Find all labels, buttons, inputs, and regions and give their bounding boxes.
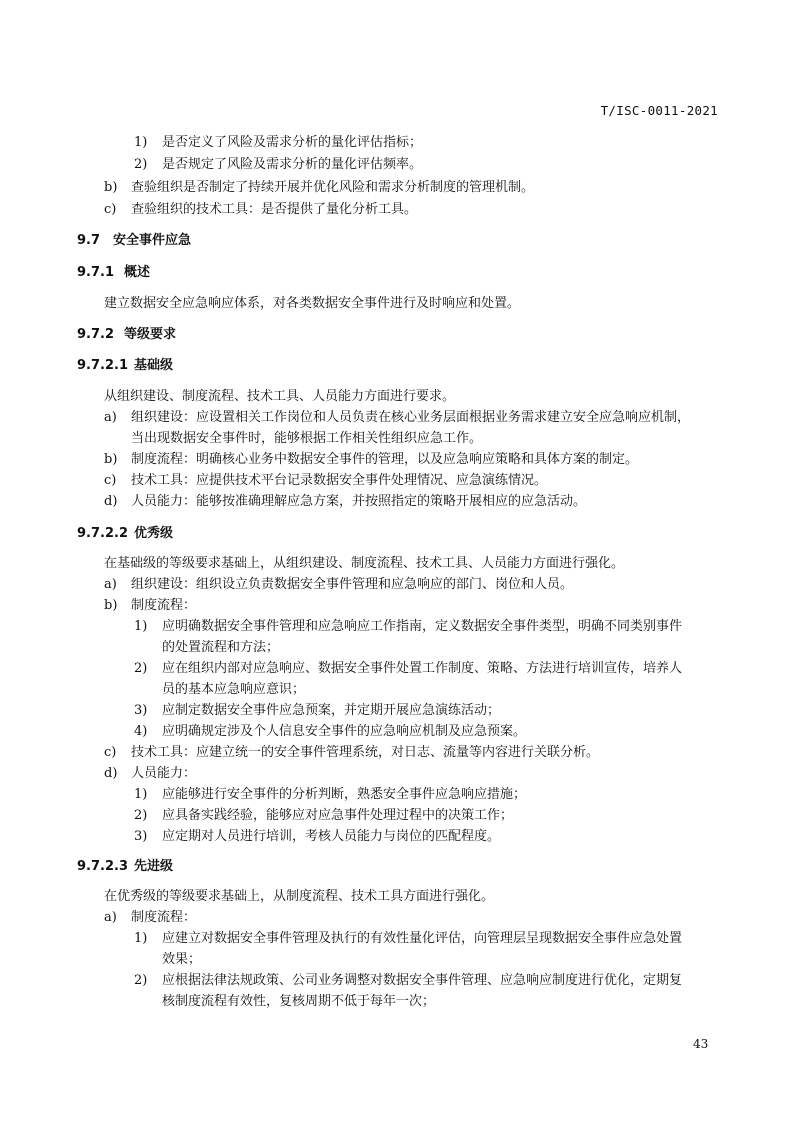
item-text: 当出现数据安全事件时，能够根据工作相关性组织应急工作。 [131,431,483,446]
item-marker: b) [104,452,118,467]
paragraph-text: 在基础级的等级要求基础上，从组织建设、制度流程、技术工具、人员能力方面进行强化。 [104,556,625,571]
item-text: 员的基本应急响应意识； [162,682,306,697]
item-marker: 1) [134,787,148,802]
section-number: 9.7.2.2 [77,526,128,541]
section-number: 9.7.1 [77,265,115,280]
page-number: 43 [693,1037,709,1051]
item-marker: 2) [134,157,148,172]
item-marker: 1) [134,931,148,946]
item-text: 应具备实践经验，能够应对应急事件处理过程中的决策工作； [162,808,514,823]
section-title: 概述 [124,265,151,280]
item-marker: c) [104,202,117,217]
item-text: 技术工具：应建立统一的安全事件管理系统，对日志、流量等内容进行关联分析。 [131,745,600,760]
item-marker: c) [104,473,117,488]
section-title: 优秀级 [134,526,174,541]
item-marker: b) [104,180,118,195]
item-marker: d) [104,766,118,781]
item-text: 是否定义了风险及需求分析的量化评估指标； [162,135,423,150]
section-title: 基础级 [134,358,174,373]
item-marker: 1) [134,135,148,150]
item-marker: 4) [134,724,148,739]
document-code: T/ISC-0011-2021 [600,103,718,118]
item-text: 应能够进行安全事件的分析判断，熟悉安全事件应急响应措施； [162,787,527,802]
item-marker: a) [104,910,117,925]
item-marker: c) [104,745,117,760]
item-text: 应制定数据安全事件应急预案，并定期开展应急演练活动； [162,703,501,718]
item-marker: d) [104,494,118,509]
item-marker: 3) [134,829,148,844]
item-text: 制度流程： [131,910,197,925]
paragraph-text: 在优秀级的等级要求基础上，从制度流程、技术工具方面进行强化。 [104,889,495,904]
item-text: 人员能力：能够按准确理解应急方案，并按照指定的策略开展相应的应急活动。 [131,494,587,509]
item-text: 是否规定了风险及需求分析的量化评估频率。 [162,157,423,172]
item-text: 制度流程： [131,598,197,613]
item-text: 的处置流程和方法； [162,640,280,655]
item-text: 人员能力： [131,766,197,781]
item-text: 应明确数据安全事件管理和应急响应工作指南，定义数据安全事件类型，明确不同类别事件 [162,619,683,634]
item-text: 核制度流程有效性，复核周期不低于每年一次； [162,994,436,1009]
item-marker: 2) [134,973,148,988]
item-text: 效果； [162,952,202,967]
item-marker: b) [104,598,118,613]
paragraph-text: 从组织建设、制度流程、技术工具、人员能力方面进行要求。 [104,389,456,404]
item-text: 应根据法律法规政策、公司业务调整对数据安全事件管理、应急响应制度进行优化，定期复 [162,973,683,988]
section-number: 9.7.2.3 [77,859,128,874]
paragraph-text: 建立数据安全应急响应体系，对各类数据安全事件进行及时响应和处置。 [104,296,521,311]
item-text: 应明确规定涉及个人信息安全事件的应急响应机制及应急预案。 [162,724,527,739]
item-marker: 2) [134,808,148,823]
item-text: 组织建设：应设置相关工作岗位和人员负责在核心业务层面根据业务需求建立安全应急响应机制， [131,410,691,425]
section-number: 9.7.2.1 [77,358,128,373]
item-text: 应定期对人员进行培训，考核人员能力与岗位的匹配程度。 [162,829,501,844]
item-marker: 2) [134,661,148,676]
item-text: 查验组织是否制定了持续开展并优化风险和需求分析制度的管理机制。 [131,180,535,195]
item-text: 应在组织内部对应急响应、数据安全事件处置工作制度、策略、方法进行培训宣传，培养人 [162,661,683,676]
item-text: 查验组织的技术工具：是否提供了量化分析工具。 [131,202,418,217]
item-marker: 1) [134,619,148,634]
item-marker: 3) [134,703,148,718]
item-text: 技术工具：应提供技术平台记录数据安全事件处理情况、应急演练情况。 [131,473,548,488]
item-text: 应建立对数据安全事件管理及执行的有效性量化评估，向管理层呈现数据安全事件应急处置 [162,931,683,946]
section-number: 9.7.2 [77,327,115,342]
item-text: 制度流程：明确核心业务中数据安全事件的管理，以及应急响应策略和具体方案的制定。 [131,452,639,467]
item-marker: a) [104,577,117,592]
item-text: 组织建设：组织设立负责数据安全事件管理和应急响应的部门、岗位和人员。 [131,577,574,592]
section-title: 安全事件应急 [113,233,192,248]
section-title: 先进级 [134,859,174,874]
section-title: 等级要求 [124,327,177,342]
section-number: 9.7 [77,233,101,248]
item-marker: a) [104,410,117,425]
